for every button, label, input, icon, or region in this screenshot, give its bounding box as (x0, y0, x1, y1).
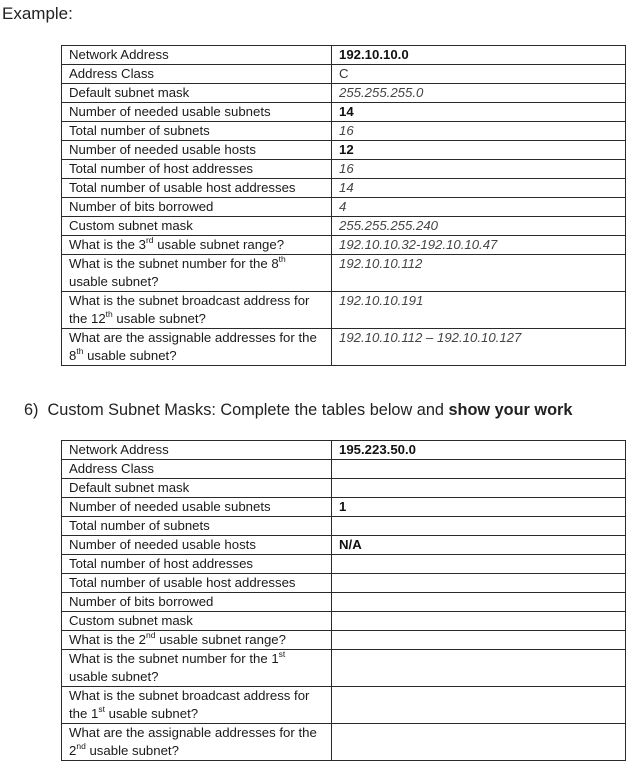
total-host-addresses-value: 16 (332, 160, 626, 179)
table-row (62, 329, 626, 366)
needed-hosts-answer[interactable]: N/A (332, 536, 626, 555)
row-label: What is the subnet number for the 1st usable subnet? (62, 650, 332, 687)
table-row (62, 292, 626, 329)
table-row (62, 103, 626, 122)
custom-mask-value: 255.255.255.240 (332, 217, 626, 236)
address-class-value: C (332, 65, 626, 84)
row-label: Network Address (62, 441, 332, 460)
row-label: Total number of subnets (62, 122, 332, 141)
row-label: Default subnet mask (62, 84, 332, 103)
row-label: Address Class (62, 65, 332, 84)
broadcast-answer[interactable] (332, 687, 626, 724)
table-row (62, 650, 626, 687)
needed-subnets-answer[interactable]: 1 (332, 498, 626, 517)
row-label: Address Class (62, 460, 332, 479)
table-row (62, 460, 626, 479)
row-label: Number of bits borrowed (62, 593, 332, 612)
subnet-number-answer[interactable] (332, 650, 626, 687)
table-row (62, 612, 626, 631)
address-class-answer[interactable] (332, 460, 626, 479)
custom-mask-answer[interactable] (332, 612, 626, 631)
table-row (62, 179, 626, 198)
row-label: Network Address (62, 46, 332, 65)
subnet-range-answer[interactable] (332, 631, 626, 650)
row-label: What are the assignable addresses for the 8th usable subnet? (62, 329, 332, 366)
row-label: Total number of subnets (62, 517, 332, 536)
table-row (62, 724, 626, 761)
example-table (61, 45, 626, 366)
row-label: Default subnet mask (62, 479, 332, 498)
example-heading: Example: (2, 4, 73, 23)
table-row (62, 46, 626, 65)
row-label: Total number of host addresses (62, 555, 332, 574)
row-label: Number of needed usable subnets (62, 103, 332, 122)
table-row (62, 555, 626, 574)
table-row (62, 198, 626, 217)
table-row (62, 160, 626, 179)
row-label: Custom subnet mask (62, 612, 332, 631)
row-label: Total number of host addresses (62, 160, 332, 179)
broadcast-value: 192.10.10.191 (332, 292, 626, 329)
table-row (62, 687, 626, 724)
row-label: What is the 2nd usable subnet range? (62, 631, 332, 650)
section-heading: 6) Custom Subnet Masks: Complete the tables below and show your work (24, 401, 573, 419)
default-mask-value: 255.255.255.0 (332, 84, 626, 103)
needed-subnets-value: 14 (332, 103, 626, 122)
row-label: Number of needed usable hosts (62, 141, 332, 160)
total-subnets-answer[interactable] (332, 517, 626, 536)
row-label: Number of needed usable hosts (62, 536, 332, 555)
table-row (62, 479, 626, 498)
row-label: Number of bits borrowed (62, 198, 332, 217)
row-label: What is the subnet number for the 8th usable subnet? (62, 255, 332, 292)
row-label: Number of needed usable subnets (62, 498, 332, 517)
table-row (62, 631, 626, 650)
exercise-table (61, 440, 626, 761)
table-row (62, 574, 626, 593)
network-address-value: 192.10.10.0 (332, 46, 626, 65)
table-row (62, 255, 626, 292)
table-row (62, 122, 626, 141)
table-row (62, 217, 626, 236)
row-label: Total number of usable host addresses (62, 574, 332, 593)
network-address-answer[interactable]: 195.223.50.0 (332, 441, 626, 460)
total-host-addresses-answer[interactable] (332, 555, 626, 574)
table-row (62, 236, 626, 255)
row-label: What is the subnet broadcast address for the 1st usable subnet? (62, 687, 332, 724)
table-row (62, 65, 626, 84)
table-row (62, 84, 626, 103)
row-label: What is the 3rd usable subnet range? (62, 236, 332, 255)
row-label: Custom subnet mask (62, 217, 332, 236)
assignable-value: 192.10.10.112 – 192.10.10.127 (332, 329, 626, 366)
table-row (62, 441, 626, 460)
row-label: What is the subnet broadcast address for the 12th usable subnet? (62, 292, 332, 329)
total-subnets-value: 16 (332, 122, 626, 141)
total-usable-hosts-value: 14 (332, 179, 626, 198)
row-label: What are the assignable addresses for the 2nd usable subnet? (62, 724, 332, 761)
subnet-number-value: 192.10.10.112 (332, 255, 626, 292)
row-label: Total number of usable host addresses (62, 179, 332, 198)
needed-hosts-value: 12 (332, 141, 626, 160)
table-row (62, 498, 626, 517)
table-row (62, 593, 626, 612)
assignable-answer[interactable] (332, 724, 626, 761)
table-row (62, 141, 626, 160)
table-row (62, 536, 626, 555)
bits-borrowed-value: 4 (332, 198, 626, 217)
bits-borrowed-answer[interactable] (332, 593, 626, 612)
table-row (62, 517, 626, 536)
subnet-range-value: 192.10.10.32-192.10.10.47 (332, 236, 626, 255)
total-usable-hosts-answer[interactable] (332, 574, 626, 593)
default-mask-answer[interactable] (332, 479, 626, 498)
